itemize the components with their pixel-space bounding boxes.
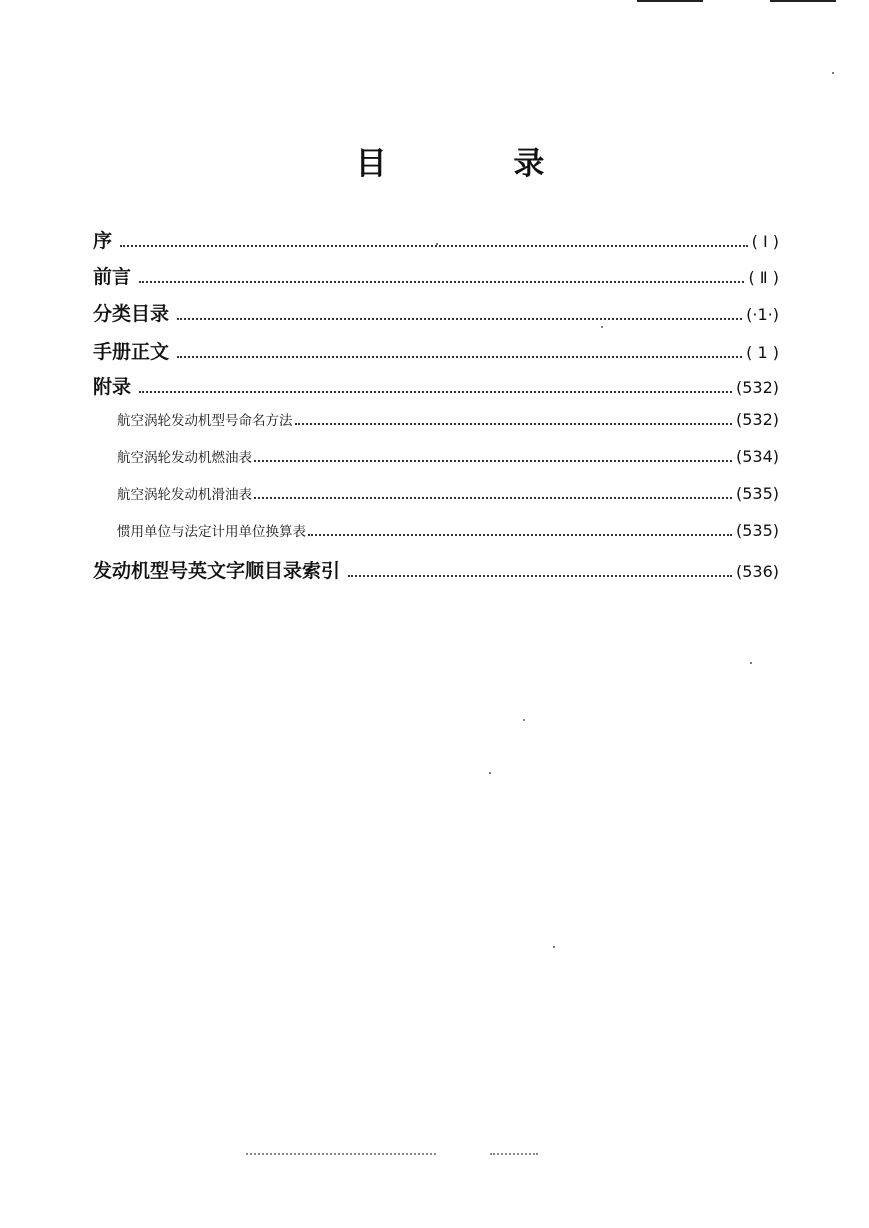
- toc-entry-preface[interactable]: [93, 226, 779, 253]
- toc-page-number: (·1·): [746, 305, 779, 324]
- toc-page-number: (535): [735, 521, 779, 540]
- toc-entry-label: 分类目录: [93, 303, 170, 325]
- toc-page-number: ( Ⅱ ): [748, 268, 779, 287]
- toc-leader-dots: [254, 460, 732, 462]
- toc-leader-dots: [120, 245, 748, 247]
- toc-leader-dots: [177, 318, 742, 320]
- page-title: 目 录: [355, 146, 603, 182]
- toc-entry-handbook-body[interactable]: [93, 337, 779, 364]
- toc-leader-dots: [177, 356, 742, 358]
- toc-page-number: (535): [735, 484, 779, 503]
- toc-entry-label: 附录: [93, 376, 132, 398]
- toc-subentry-fuel-table[interactable]: [93, 446, 779, 467]
- toc-entry-label: 手册正文: [93, 341, 170, 363]
- toc-entry-english-index[interactable]: [93, 556, 779, 583]
- toc-entry-foreword[interactable]: [93, 262, 779, 289]
- scan-speck: [436, 243, 438, 245]
- toc-leader-dots: [348, 575, 732, 577]
- scan-edge-mark: [637, 0, 703, 2]
- toc-entry-label: 航空涡轮发动机燃油表: [117, 450, 252, 466]
- toc-leader-dots: [139, 281, 744, 283]
- toc-subentry-lubricant-table[interactable]: [93, 483, 779, 504]
- toc-page-number: ( 1 ): [746, 343, 779, 362]
- toc-entry-label: 航空涡轮发动机型号命名方法: [117, 413, 293, 429]
- toc-page-number: ( I ): [751, 232, 779, 251]
- toc-entry-appendix[interactable]: [93, 372, 779, 399]
- toc-entry-label: 序: [93, 230, 113, 252]
- scan-speck: [523, 719, 525, 721]
- toc-subentry-naming-method[interactable]: [93, 409, 779, 430]
- toc-leader-dots: [139, 391, 732, 393]
- toc-entry-label: 惯用单位与法定计用单位换算表: [117, 524, 306, 540]
- toc-page-number: (532): [735, 378, 779, 397]
- toc-entry-label: 航空涡轮发动机滑油表: [117, 487, 252, 503]
- toc-entry-label: 发动机型号英文字顺目录索引: [93, 560, 341, 582]
- toc-leader-dots: [308, 534, 732, 536]
- scan-speck: [489, 772, 491, 774]
- toc-entry-category-index[interactable]: [93, 299, 779, 326]
- toc-page-number: (534): [735, 447, 779, 466]
- scan-speck: [750, 662, 752, 664]
- toc-leader-dots: [254, 497, 732, 499]
- scan-speck: [601, 326, 603, 328]
- scan-footer-mark: [246, 1151, 436, 1155]
- toc-page-number: (532): [735, 410, 779, 429]
- toc-subentry-unit-conversion[interactable]: [93, 520, 779, 541]
- scan-speck: [553, 946, 555, 948]
- toc-page-number: (536): [735, 562, 779, 581]
- scan-speck: [832, 72, 834, 74]
- scan-footer-mark: [490, 1151, 538, 1155]
- toc-leader-dots: [295, 423, 732, 425]
- scan-edge-mark: [770, 0, 836, 2]
- toc-entry-label: 前言: [93, 266, 132, 288]
